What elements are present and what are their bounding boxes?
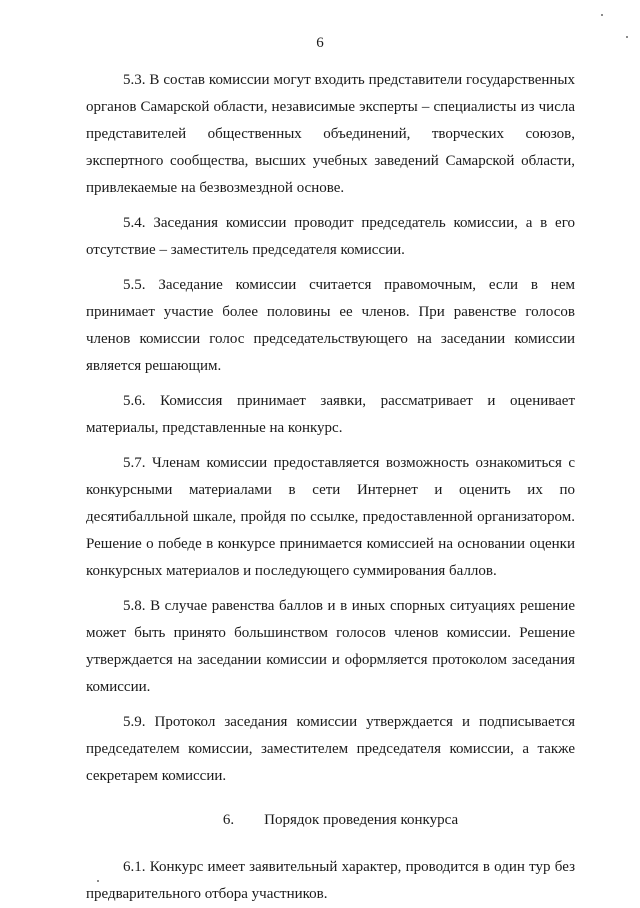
paragraph-5-7 — [86, 450, 575, 585]
paragraph-number: 5.6. — [123, 393, 146, 409]
paragraph-number: 5.7. — [123, 455, 146, 471]
paragraph-5-3 — [86, 67, 575, 202]
paragraph-text: Конкурс имеет заявительный характер, проводится в один тур без предварительного отбора участников. — [86, 859, 575, 902]
scan-speck — [97, 880, 99, 882]
paragraph-number: 6.1. — [123, 859, 146, 875]
paragraph-text: Протокол заседания комиссии утверждается и подписывается председателем комиссии, заместителем председателя комиссии, а также секретарем комиссии. — [86, 714, 575, 784]
paragraph-number: 5.9. — [123, 714, 146, 730]
section-number: 6. — [222, 812, 235, 828]
document-body — [86, 67, 575, 908]
paragraph-5-8 — [86, 593, 575, 701]
paragraph-number: 5.8. — [123, 598, 146, 614]
paragraph-5-9 — [86, 709, 575, 790]
section-title: Порядок проведения конкурса — [264, 812, 459, 828]
page-number: 6 — [316, 35, 324, 51]
paragraph-number: 5.5. — [123, 277, 146, 293]
section-heading — [86, 807, 575, 834]
scan-speck — [626, 36, 628, 38]
paragraph-text: В случае равенства баллов и в иных спорных ситуациях решение может быть принято большинством голосов членов комиссии. Решение утверждается на заседании комиссии и оформляется протоколом заседания комиссии. — [86, 598, 575, 695]
paragraph-number: 5.4. — [123, 215, 146, 231]
paragraph-text: Комиссия принимает заявки, рассматривает и оценивает материалы, представленные на конкурс. — [86, 393, 576, 436]
paragraph-number: 5.3. — [123, 72, 146, 88]
paragraph-6-1 — [86, 854, 575, 908]
paragraph-5-6 — [86, 388, 575, 442]
paragraph-5-4 — [86, 210, 575, 264]
scan-speck — [601, 14, 603, 16]
paragraph-text: Заседание комиссии считается правомочным, если в нем принимает участие более половины ее членов. При равенстве голосов членов комиссии голос председательствующего на заседании комиссии является решающим. — [86, 277, 575, 374]
paragraph-text: Членам комиссии предоставляется возможность ознакомиться с конкурсными материалами в сети Интернет и оценить их по десятибалльной шкале, пройдя по ссылке, предоставленной организатором. Решение о победе в конкурсе принимается комиссией на основании оценки конкурсных материалов и последующего суммирования баллов. — [86, 455, 575, 579]
paragraph-5-5 — [86, 272, 575, 380]
paragraph-text: В состав комиссии могут входить представители государственных органов Самарской области, независимые эксперты – специалисты из числа представителей общественных объединений, творческих союзов, экспертного сообщества, высших учебных заведений Самарской области, привлекаемые на безвозмездной основе. — [86, 72, 575, 196]
paragraph-text: Заседания комиссии проводит председатель комиссии, а в его отсутствие – заместитель председателя комиссии. — [86, 215, 575, 258]
